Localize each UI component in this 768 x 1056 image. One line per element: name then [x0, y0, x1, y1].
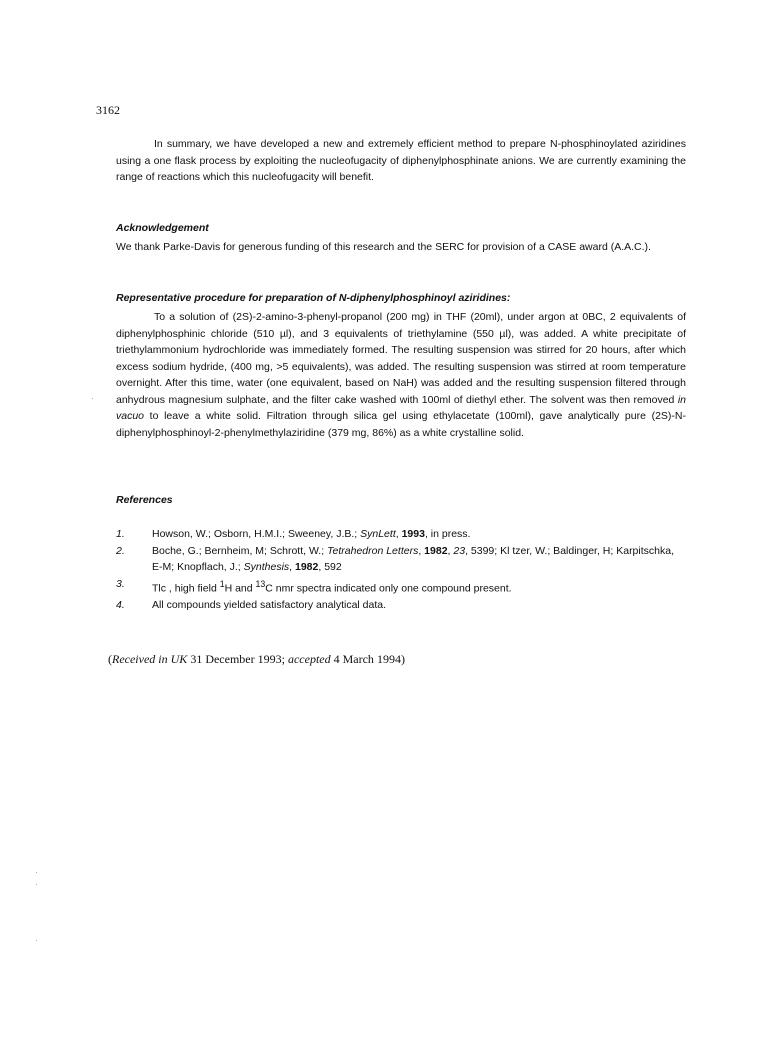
reference-number: 4. [116, 598, 125, 611]
paren-close: ) [400, 652, 405, 666]
reference-text-part: H and [224, 582, 256, 594]
reference-item [116, 597, 686, 614]
reference-journal: Tetrahedron Letters [327, 544, 419, 557]
received-label: Received in UK [112, 652, 188, 666]
reference-text [152, 526, 686, 543]
reference-item [116, 543, 686, 576]
superscript: 13 [255, 578, 266, 589]
reference-text-part: Tlc , high field [152, 582, 220, 594]
reference-number: 2. [116, 544, 125, 557]
scan-speck [36, 940, 37, 941]
received-year: 1993 [257, 652, 282, 666]
reference-number: 1. [116, 528, 125, 540]
procedure-text-before: To a solution of (2S)-2-amino-3-phenyl-propanol (200 mg) in THF (20ml), under argon at 0BC, 2 equivalents of diphenylphosphinic chloride (510 µl), and 3 equivalents of triethylamine (550 µl), was added. A white precipitate of triethylammonium hydrochloride was immediately formed. The resulting suspension was stirred for 20 hours, after which excess sodium hydride, (400 mg, >5 equivalents), was added. The resulting suspension was stirred at room temperature overnight. After this time, water (one equivalent, based on NaH) was added and the resulting suspension filtered through anhydrous magnesium sulphate, and the filter cake washed with 100ml of diethyl ether. The solvent was then removed [116, 311, 686, 406]
reference-sep: , [447, 544, 454, 557]
scan-speck [36, 884, 37, 885]
reference-sep: , [289, 561, 295, 573]
procedure-heading: Representative procedure for preparation of N-diphenylphosphinoyl aziridines: [116, 292, 511, 304]
reference-authors-2: , 5399; Kl tzer, W.; Baldinger, H; Karpitschka, E-M; Knopflach, J.; [152, 544, 674, 573]
reference-text [152, 543, 686, 576]
page-number: 3162 [96, 103, 120, 117]
reference-volume: 23 [453, 544, 466, 557]
paren-open: ( [108, 652, 112, 666]
summary-paragraph: In summary, we have developed a new and extremely efficient method to prepare N-phosphinoylated aziridines using a one flask process by exploiting the nucleofugacity of diphenylphosphinate anions. We are currently examining the range of reactions which this nucleofugacity will benefit. [116, 138, 686, 183]
accepted-label: accepted [287, 652, 331, 666]
reference-text-part: C nmr spectra indicated only one compound present. [265, 582, 512, 594]
reference-year-2: 1982 [295, 561, 319, 573]
reference-text: All compounds yielded satisfactory analytical data. [152, 598, 387, 611]
reference-authors: Boche, G.; Bernheim, M; Schrott, W.; [152, 544, 328, 557]
reference-year: 1993 [401, 528, 425, 540]
scan-speck [36, 872, 37, 873]
reference-journal-2: Synthesis [243, 561, 290, 573]
acknowledgement-paragraph: We thank Parke-Davis for generous funding of this research and the SERC for provision of a CASE award (A.A.C.). [116, 241, 651, 253]
reference-pages: , 592 [318, 561, 342, 573]
reference-text [152, 576, 686, 597]
reference-item [116, 576, 686, 597]
reference-authors: Howson, W.; Osborn, H.M.I.; Sweeney, J.B.; [152, 528, 361, 540]
references-heading: References [116, 494, 173, 506]
received-accepted-note [108, 652, 405, 667]
superscript: 1 [219, 578, 225, 589]
procedure-text-after: to leave a white solid. Filtration through silica gel using ethylacetate (100ml), gave analytically pure (2S)-N-diphenylphosphinoyl-2-phenylmethylaziridine (379 mg, 86%) as a white crystalline solid. [116, 410, 686, 439]
accepted-year: 1994 [376, 652, 401, 666]
reference-number: 3. [116, 577, 125, 590]
in-vacuo-text: in vacuo [116, 393, 686, 422]
scan-speck [92, 398, 93, 399]
references-list [116, 526, 686, 613]
reference-tail: , in press. [424, 528, 471, 540]
reference-journal: SynLett [360, 528, 396, 540]
accepted-date: 4 March [330, 652, 377, 666]
reference-item [116, 526, 686, 543]
separator: ; [281, 652, 288, 666]
reference-year: 1982 [424, 544, 448, 557]
reference-sep: , [395, 528, 402, 540]
received-date: 31 December [187, 652, 258, 666]
reference-sep: , [418, 544, 425, 557]
acknowledgement-heading: Acknowledgement [116, 222, 209, 234]
procedure-paragraph [116, 309, 686, 441]
